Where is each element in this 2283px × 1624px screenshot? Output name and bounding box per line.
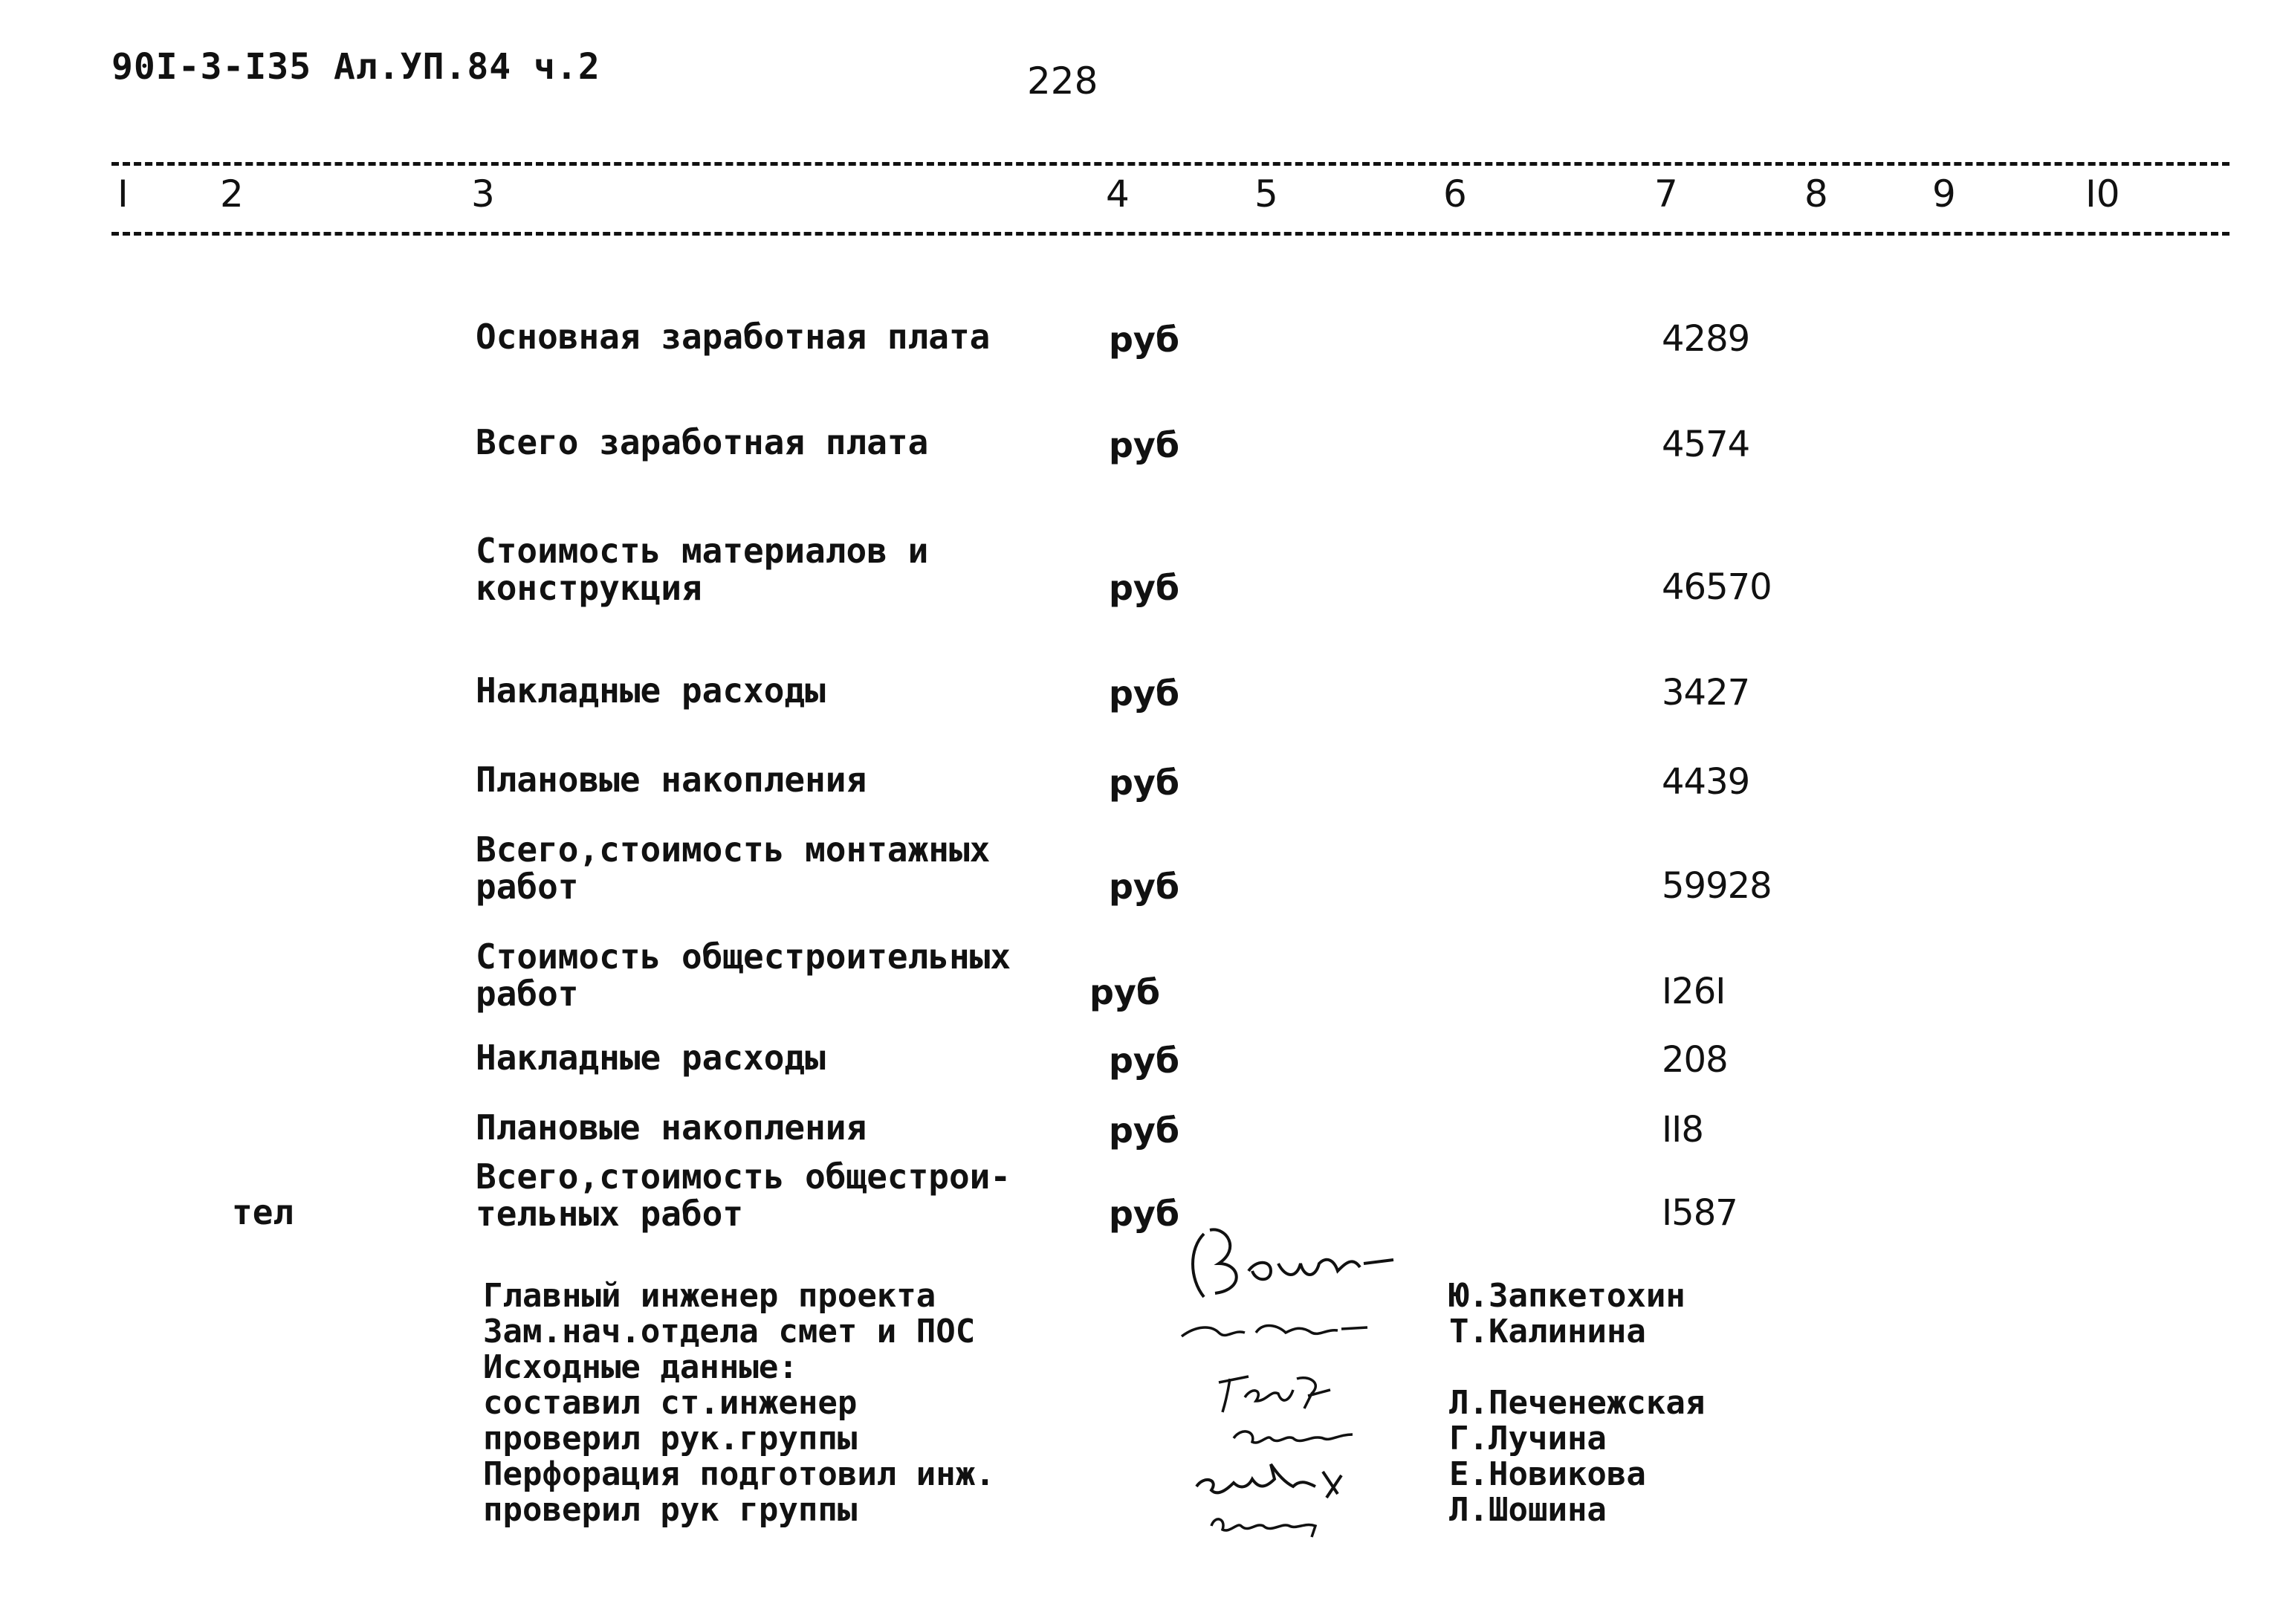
row-description: Плановые накопления: [476, 760, 867, 800]
signature-names: Ю.Запкетохин Т.Калинина Л.Печенежская Г.Лучина Е.Новикова Л.Шошина: [1449, 1277, 1706, 1529]
handwritten-signature-1: [1174, 1219, 1412, 1308]
rule-bottom: [111, 232, 2229, 236]
row-unit: руб: [1109, 763, 1180, 803]
row-value: 4439: [1662, 761, 1750, 803]
row-description: Стоимость общестроительных работ: [476, 936, 1011, 1014]
row-unit: руб: [1109, 1041, 1180, 1081]
row-value: 3427: [1662, 672, 1750, 714]
row-value: 208: [1662, 1039, 1728, 1081]
row-unit: руб: [1109, 1110, 1180, 1151]
column-header-2: 2: [220, 172, 244, 216]
column-header-1: I: [117, 172, 129, 216]
row-unit: руб: [1109, 425, 1180, 465]
row-value: 4289: [1662, 318, 1750, 360]
signature-roles: Главный инженер проекта Зам.нач.отдела смет и ПОС Исходные данные: составил ст.инженер проверил рук.группы Перфорация подготовил инж. проверил рук группы: [483, 1277, 995, 1529]
row-value: I26I: [1662, 971, 1726, 1012]
row-description: Стоимость материалов и конструкция: [476, 531, 929, 608]
handwritten-signature-6: [1174, 1500, 1412, 1544]
rule-top: [111, 162, 2229, 166]
row-description: Накладные расходы: [476, 1038, 826, 1078]
row-unit: руб: [1109, 673, 1180, 714]
row-value: 4574: [1662, 424, 1750, 465]
column-header-8: 8: [1804, 172, 1828, 216]
row-description: Всего заработная плата: [476, 422, 929, 462]
page-number: 228: [1027, 59, 1098, 103]
row-description: Всего,стоимость общестрои- тельных работ: [476, 1156, 1011, 1234]
row-description: Плановые накопления: [476, 1107, 867, 1148]
row-value: II8: [1662, 1109, 1703, 1151]
row-description: Всего,стоимость монтажных работ: [476, 829, 991, 907]
handwritten-signature-4: [1174, 1412, 1412, 1457]
row-code: тел: [232, 1192, 294, 1232]
column-header-3: 3: [471, 172, 495, 216]
row-unit: руб: [1109, 320, 1180, 360]
column-header-9: 9: [1932, 172, 1956, 216]
row-unit: руб: [1109, 568, 1180, 608]
column-header-10: I0: [2085, 172, 2120, 216]
row-unit: руб: [1109, 867, 1180, 907]
column-header-5: 5: [1254, 172, 1278, 216]
column-header-7: 7: [1654, 172, 1678, 216]
row-value: 59928: [1662, 865, 1772, 907]
row-description: Накладные расходы: [476, 670, 826, 711]
column-header-4: 4: [1106, 172, 1130, 216]
row-unit: руб: [1109, 1194, 1180, 1234]
row-value: I587: [1662, 1192, 1738, 1234]
doc-code: 90I-3-I35 Ал.УП.84 ч.2: [111, 46, 600, 88]
row-unit: руб: [1089, 972, 1161, 1012]
row-description: Основная заработная плата: [476, 317, 991, 357]
handwritten-signature-2: [1174, 1307, 1412, 1351]
column-header-6: 6: [1443, 172, 1467, 216]
row-value: 46570: [1662, 566, 1772, 608]
